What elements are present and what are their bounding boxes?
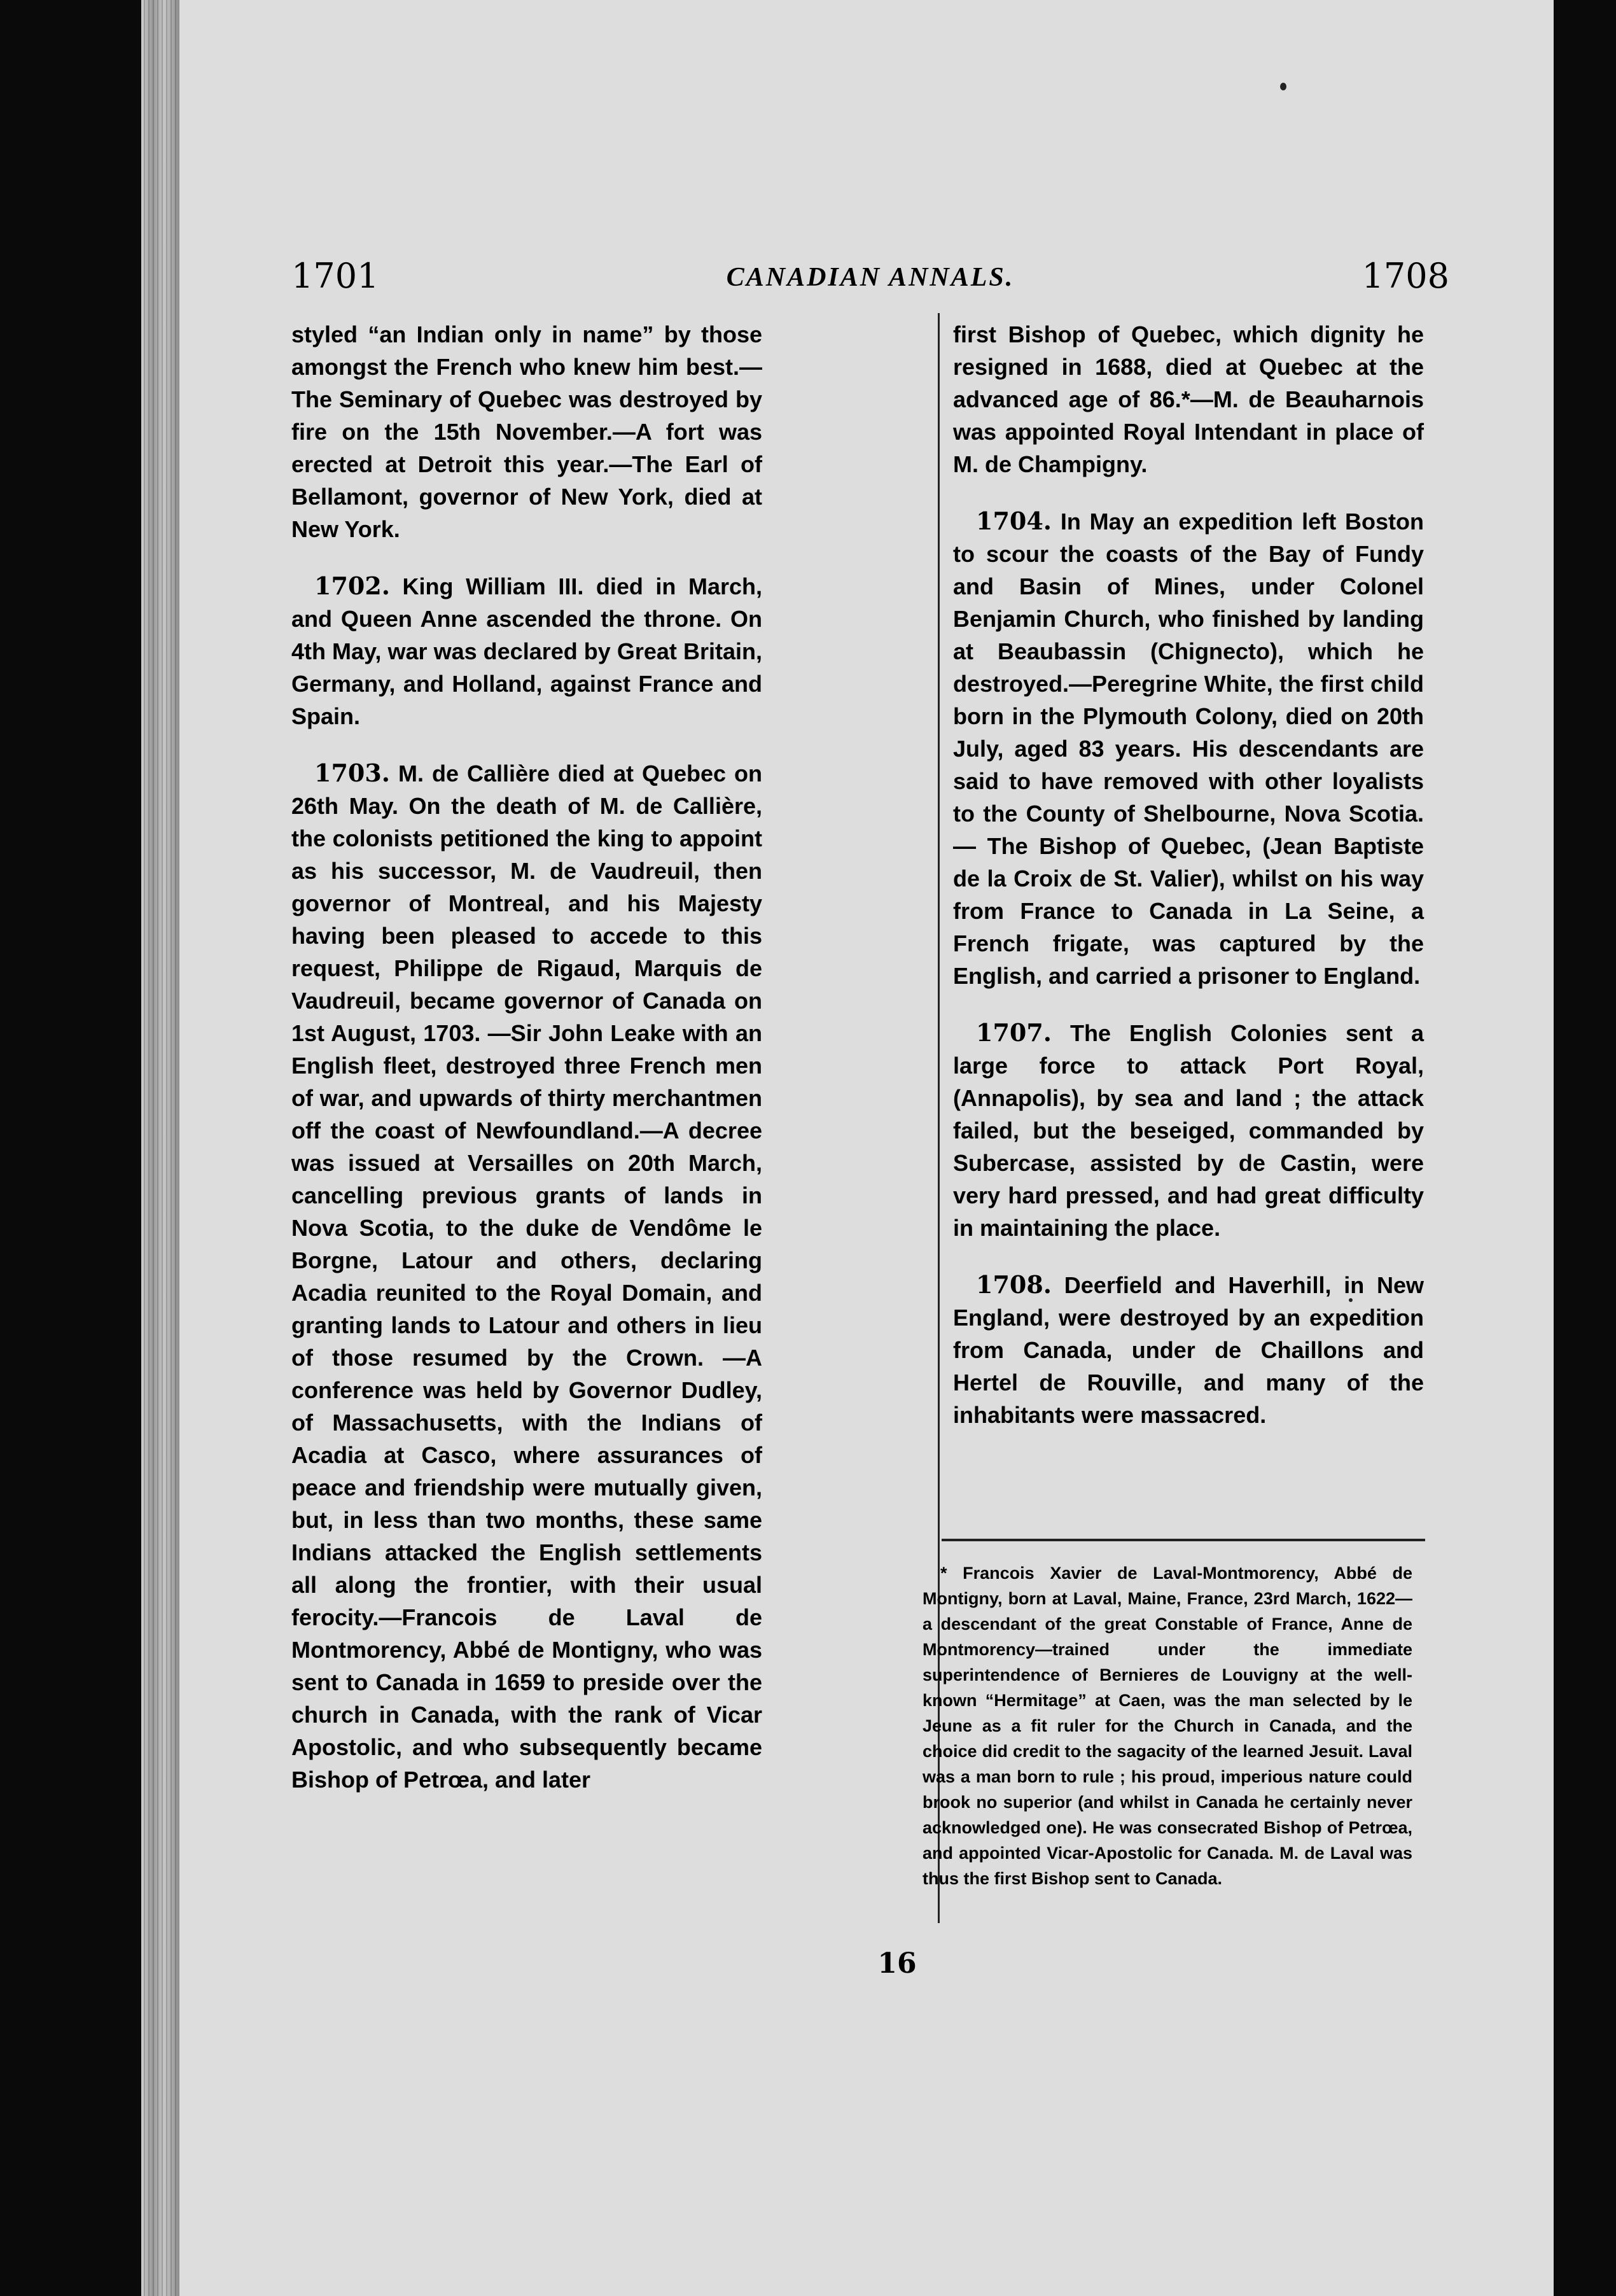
- header-title: CANADIAN ANNALS.: [726, 263, 1015, 292]
- page-number: 16: [877, 1947, 917, 1980]
- entry-1704: [953, 505, 1424, 992]
- entry-text: Deerfield and Haverhill, in New England, were destroyed by an expedition from Canada, under de Chaillons and Hertel de Rouville, and many of the inhabitants were massacred.: [953, 1272, 1424, 1428]
- ink-speck: [1280, 83, 1286, 90]
- footnote-rule: [942, 1539, 1425, 1541]
- page-edge-lines: [144, 0, 179, 2296]
- year-label: 1702.: [314, 571, 390, 600]
- running-header: [291, 256, 1449, 307]
- year-label: 1707.: [976, 1018, 1052, 1047]
- entry-text: In May an expedition left Boston to scour the coasts of the Bay of Fundy and Basin of Mines, under Colonel Benjamin Church, who finished by landing at Beaubassin (Chignecto), which he destroyed.—Peregrine White, the first child born in the Plymouth Colony, died on 20th July, aged 83 years. His descendants are said to have removed with other loyalists to the County of Shelbourne, Nova Scotia. — The Bishop of Quebec, (Jean Baptiste de la Croix de St. Valier), whilst on his way from France to Canada in La Seine, a French frigate, was captured by the English, and carried a prisoner to England.: [953, 508, 1424, 989]
- header-year-left: 1701: [291, 256, 379, 296]
- right-column: [953, 318, 1424, 1455]
- footnote: * Francois Xavier de Laval-Montmorency, Abbé de Montigny, born at Laval, Maine, France, 23rd March, 1622—a descendant of the great Constable of France, Anne de Montmorency—trained under the immediate superintendence of Bernieres de Louvigny at the well-known “Hermitage” at Caen, was the man selected by le Jeune as a fit ruler for the Church in Canada, and the choice did credit to the sagacity of the learned Jesuit. Laval was a man born to rule ; his proud, imperious nature could brook no superior (and whilst in Canada he certainly never acknowledged one). He was consecrated Bishop of Petrœa, and appointed Vicar-Apostolic for Canada. M. de Laval was thus the first Bishop sent to Canada.: [923, 1564, 1412, 1888]
- entry-text: King William III. died in March, and Queen Anne ascended the throne. On 4th May, war was declared by Great Britain, Germany, and Holland, against France and Spain.: [291, 573, 762, 729]
- entry-1708: [953, 1268, 1424, 1431]
- entry-1702: [291, 570, 762, 732]
- year-label: 1708.: [976, 1270, 1052, 1299]
- entry-1707: [953, 1016, 1424, 1244]
- entry-text: M. de Callière died at Quebec on 26th May. On the death of M. de Callière, the colonists petitioned the king to appoint as his successor, M. de Vaudreuil, then governor of Montreal, and his Majesty having been pleased to accede to this request, Philippe de Rigaud, Marquis de Vaudreuil, became governor of Canada on 1st August, 1703. —Sir John Leake with an English fleet, destroyed three French men of war, and upwards of thirty merchantmen off the coast of Newfoundland.—A decree was issued at Versailles on 20th March, cancelling previous grants of lands in Nova Scotia, to the duke de Vendôme le Borgne, Latour and others, declaring Acadia reunited to the Royal Domain, and granting lands to Latour and others in lieu of those resumed by the Crown. —A conference was held by Governor Dudley, of Massachusetts, with the Indians of Acadia at Casco, where assurances of peace and friendship were mutually given, but, in less than two months, these same Indians attacked the English settlements all along the frontier, with their usual ferocity.—Francois de Laval de Montmorency, Abbé de Montigny, who was sent to Canada in 1659 to preside over the church in Canada, with the rank of Vicar Apostolic, and who subsequently became Bishop of Petrœa, and later: [291, 760, 762, 1793]
- header-year-right: 1708: [1362, 256, 1449, 296]
- year-label: 1703.: [314, 759, 390, 787]
- entry-1703: [291, 757, 762, 1796]
- left-column: [291, 318, 762, 1820]
- paragraph-continuation: styled “an Indian only in name” by those amongst the French who knew him best.—The Seminary of Quebec was destroyed by fire on the 15th November.—A fort was erected at Detroit this year.—The Earl of Bellamont, governor of New York, died at New York.: [291, 321, 762, 542]
- paragraph-continuation: first Bishop of Quebec, which dignity he resigned in 1688, died at Quebec at the advanced age of 86.*—M. de Beauharnois was appointed Royal Intendant in place of M. de Champigny.: [953, 321, 1424, 477]
- year-label: 1704.: [976, 507, 1052, 535]
- entry-text: The English Colonies sent a large force to attack Port Royal, (Annapolis), by sea and land ; the attack failed, but the beseiged, commanded by Subercase, assisted by de Castin, were very hard pressed, and had great difficulty in maintaining the place.: [953, 1020, 1424, 1241]
